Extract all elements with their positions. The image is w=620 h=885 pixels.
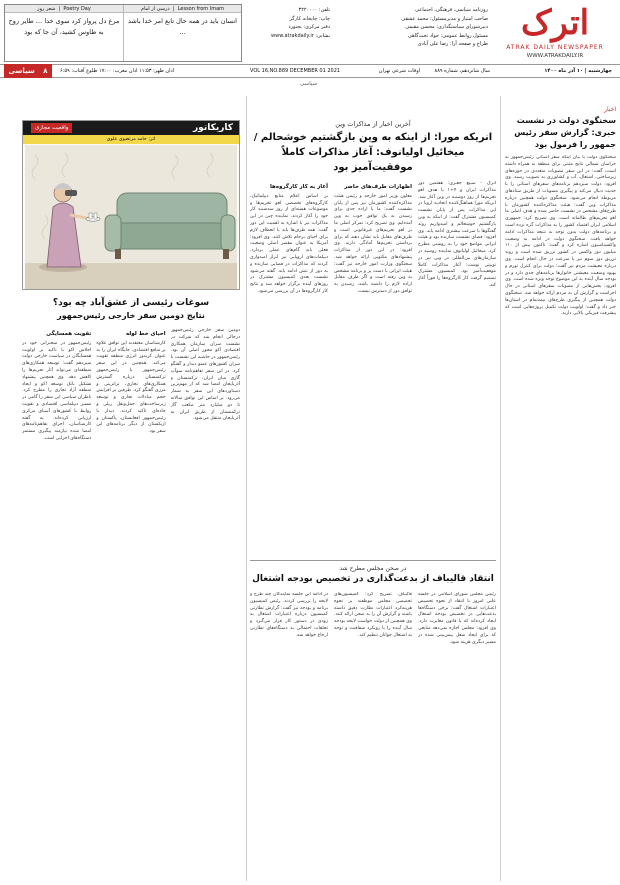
section-strip [0,80,620,92]
issue-number: سال شانزدهم، شماره ۸۸۹ [434,68,490,74]
article-paragraph: بر اساس اعلام منابع دیپلماتیک، کارگروه‌های تخصصی لغو تحریم‌ها و موضوعات هسته‌ای از روز سه‌شنبه کار خود را آغاز کردند. نماینده چین در این مذاکرات نیز با اشاره به اهمیت این دور گفت: همه طرف‌ها باید با انعطاف لازم برای احیای برجام تلاش کنند. وی افزود: آمریکا به عنوان مقصر اصلی وضعیت فعلی باید گام‌های عملی بردارد. دیپلمات‌های اروپایی نیز ابراز امیدواری کردند که مذاکرات در فضایی سازنده و به دور از تنش ادامه یابد. گفته می‌شود نشست بعدی کمیسیون مشترک در روزهای آینده برگزار خواهد شد و نتایج کار کارگروه‌ها در آن بررسی می‌شود. [250,193,328,294]
article-paragraph: اترک - سیبع جعبری: هفتمین دور مذاکرات ایران و ۴+۱ با هدف لغو تحریم‌ها از روز دوشنبه در وین آغاز شد. انریکه مورا هماهنگ‌کننده اتحادیه اروپا در این مذاکرات پس از پایان نشست کمیسیون مشترک گفت: از اینکه به وین بازگشتیم خوشحالم و امیدواریم روند گفتگوها با سرعت بیشتری ادامه یابد. وی افزود: فضای نشست سازنده بود و هیئت ایرانی مواضع خود را به روشنی مطرح کرد. میخائیل اولیانوف نماینده روسیه در سازمان‌های بین‌المللی در وین نیز در توییتی نوشت: آغاز مذاکرات کاملاً موفقیت‌آمیز بود. کمیسیون مشترک تصمیم گرفت کار کارگروه‌ها را فوراً آغاز کند. [418,181,496,288]
dateline-english: VOL 16,NO.889 DECEMBER 01 2021 [250,68,341,74]
poetry-of-day [5,5,123,61]
dateline-bar [0,64,620,78]
article-columns [22,328,240,873]
article-subhead: آغاز به کار کارگروه‌ها [269,184,328,190]
article-paragraph: دومین سفر خارجی رئیس‌جمهور درحالی انجام شد که شرکت در نشست سران سازمان همکاری اقتصادی اکو محور اصلی آن بود. رئیس‌جمهور در حاشیه این نشست با سران کشورهای عضو دیدار و گفتگو کرد. در این سفر تفاهم‌نامه سوآپ گازی میان ایران، ترکمنستان و آذربایجان امضا شد که از مهم‌ترین دستاوردهای این سفر به شمار می‌رود. بر اساس این توافق سالانه تا دو میلیارد متر مکعب گاز ترکمنستان از طریق ایران به آذربایجان منتقل می‌شود. [170,328,240,422]
newspaper-logo[interactable] [496,4,614,66]
article-kicker: در صحن مجلس مطرح شد [339,565,407,572]
contact-line: دفتر مرکزی: بجنورد [288,24,330,30]
article-column: قالیباف تصریح کرد: کمیسیون‌های تخصصی مجلس موظفند بر نحوه هزینه‌کرد اعتبارات نظارت دقیق داشته باشند و گزارش آن را به صحن ارائه کنند. وی همچنین از دولت خواست لایحه بودجه سال آینده را با رویکرد شفافیت و توجه به اشتغال جوانان تنظیم کند. [334,592,412,638]
brief-headline[interactable]: سخنگوی دولت در نشست خبری: گزارش سفر رئیس جمهور را فرمول بود [514,116,616,149]
contact-line: چاپ: چاپخانه کارگر [289,15,330,22]
section-name: سیاسی [8,67,35,75]
article-paragraph: رئیس‌جمهور در سخنرانی خود در اجلاس اکو با تاکید بر اولویت همسایگان در سیاست خارجی دولت سیزدهم گفت: توسعه همکاری‌های منطقه‌ای می‌تواند آثار تحریم‌ها را کاهش دهد. وی همچنین پیشنهاد تشکیل بانک توسعه اکو و ایجاد منطقه آزاد تجاری را مطرح کرد. ناظران سیاسی این سفر را گامی در مسیر دیپلماسی اقتصادی و تقویت روابط با کشورهای آسیای مرکزی ارزیابی کرده‌اند. به گفته کارشناسان، اجرای تفاهم‌نامه‌های امضا شده نیازمند پیگیری مستمر دستگاه‌های اجرایی است. [22,340,92,441]
column-divider [246,96,247,881]
prayer-times-label: اوقات شرعی تهران [378,68,420,74]
contact-line[interactable]: نشانی: www.atrakdaily.ir [271,32,330,39]
cartoon-panel [22,120,240,290]
dateline-persian: چهارشنبه | ۱۰ آذر ماه ۱۴۰۰ [544,68,612,74]
article-subhead: احیای خط لوله [125,331,166,337]
article-subhead: تقویت همسایگی [46,331,92,337]
logo-url[interactable]: WWW.ATRAKDAILY.IR [526,53,584,59]
parliament-article [250,560,496,880]
daily-quotes-panel [4,4,242,62]
sofa-drawing [105,193,235,259]
brief-kicker: اخبار [604,106,616,113]
logo-tagline: ATRAK DAILY NEWSPAPER [506,44,604,51]
lesson-header-fa: درسی از امام [140,6,170,12]
contact-info [245,6,330,58]
lesson-header-en: Lesson from Imam [177,6,225,12]
article-column [22,328,91,873]
staff-line: روزنامه سیاسی، فرهنگی، اجتماعی [415,7,488,13]
article-paragraph: کارشناسان معتقدند این توافق علاوه بر منافع اقتصادی، جایگاه ایران را به عنوان کریدور انرژی منطقه تقویت می‌کند. همچنین در این سفر رئیس‌جمهور با رئیس‌جمهور ترکمنستان درباره گسترش همکاری‌های تجاری، ترانزیتی و مرزی گفتگو کرد. طرفین بر افزایش حجم مبادلات تجاری و توسعه زیرساخت‌های حمل‌ونقل ریلی و جاده‌ای تاکید کردند. دیدار با رئیس‌جمهور افغانستان، پاکستان و ازبکستان از دیگر برنامه‌های این سفر بود. [96,340,166,435]
article-column [334,181,412,571]
prayer-times: اذان ظهر: ۱۱:۵۳ اذان مغرب: ۱۷:۰۰ طلوع آفتاب: ۶:۵۹ [60,68,175,74]
article-subhead: اظهارات طرف‌های حاضر [344,184,412,190]
article-columns [250,592,496,872]
article-kicker: آخرین اخبار از مذاکرات وین [335,120,411,128]
lesson-text: انسان باید در همه حال تابع امر خدا باشد … [128,17,237,36]
staff-line: صاحب امتیاز و مدیرمسئول: محمد عشقی [401,15,488,22]
vienna-talks-article [250,120,496,550]
article-headline[interactable]: سوغات رئیسی از عشق‌آباد چه بود؟ [52,298,210,308]
article-column [171,328,240,873]
poetry-text: مرغ دل پرواز کرد سوی خدا … طایر روح به طاوس کشید، آن جا که بود [8,17,120,36]
article-paragraph: معاون وزیر امور خارجه و رئیس هیئت مذاکره‌کننده کشورمان نیز پس از پایان نشست گفت: ما با اراده جدی برای رسیدن به یک توافق خوب به وین آمده‌ایم. وی تصریح کرد: تمرکز اصلی ما بر لغو تحریم‌های غیرقانونی است و طرف‌های مقابل باید نشان دهند که برای برداشتن تحریم‌ها آمادگی دارند. وی افزود: در این دور از مذاکرات پیشنهادهای مکتوبی ارائه خواهد شد. سخنگوی وزارت امور خارجه نیز گفت: هیئت ایرانی با دست پر و برنامه مشخص به وین رفته است و اگر طرف مقابل اراده لازم را داشته باشد، رسیدن به توافق دور از دسترس نیست. [334,193,412,294]
poetry-header: Poetry Day | شعر روز [5,5,123,13]
section-strip-label: سیاسی [300,81,318,87]
news-brief-column [500,96,616,881]
poetry-header-en: Poetry Day [63,6,91,12]
staff-line: طراح و صفحه آرا: رضا علی آبادی [417,41,488,47]
raisi-trip-article [22,296,240,881]
poetry-header-fa: شعر روز [37,6,56,12]
cartoon-header [23,121,239,135]
cartoon-title: کاریکاتور [193,123,233,133]
article-columns [250,181,496,571]
staff-line: مسئول روابط عمومی: جواد تخت‌گاهی [407,32,488,39]
article-headline[interactable]: انریکه مورا: از اینکه به وین بازگشتیم خوشحالم / میخائیل اولیانوف: آغاز مذاکرات کاملاً موفقیت‌آمیز بود [253,132,493,173]
article-subheadline: نتایج دومین سفر خارجی رئیس‌جمهور [57,311,205,320]
page-number: ۸ [43,67,48,75]
staff-line: دبیرشورای سیاستگذاری: محسن مقیمی [405,24,488,30]
cartoon-subtitle: واقعیت مجازی [31,123,72,133]
contact-line: تلفن: ۳۲۲۰۰۰۰ [298,7,330,13]
lesson-header: Lesson from Imam | درسی از امام [124,5,241,13]
logo-wordmark: اترک [520,3,590,43]
cartoon-illustration[interactable] [25,145,237,289]
article-column: در ادامه این جلسه نمایندگان چند طرح و لایحه را بررسی کردند. رئیس کمیسیون برنامه و بودجه نیز گفت: گزارش نظارتی کمیسیون درباره اعتبارات اشتغال به زودی در دستور کار قرار می‌گیرد و تخلفات احتمالی به دستگاه‌های نظارتی ارجاع خواهد شد. [250,592,328,638]
brief-body: سخنگوی دولت با بیان اینکه سفر استانی رئیس‌جمهور به خراسان شمالی نتایج مثبتی برای منطقه به همراه داشته است، گفت: در این سفر مصوبات متعددی در حوزه‌های زیرساختی، اشتغال، آب و کشاورزی به تصویب رسید. وی افزود: دولت سیزدهم برنامه‌های سفرهای استانی را با جدیت دنبال می‌کند و پیگیری مصوبات از طریق ستادهای مربوطه انجام می‌شود. سخنگوی دولت همچنین درباره مذاکرات وین گفت: هیئت مذاکره‌کننده کشورمان با طرح‌های مشخص در نشست حاضر شده و هدف اصلی ما لغو تحریم‌های ظالمانه است. وی تصریح کرد: جمهوری اسلامی ایران اقتصاد کشور را به مذاکرات گره نزده است و برنامه‌های دولت بدون توجه به نتیجه مذاکرات ادامه خواهد یافت. سخنگوی دولت در ادامه به وضعیت واکسیناسیون اشاره کرد و گفت: تاکنون بیش از ۱۱۰ میلیون دوز واکسن در کشور تزریق شده است و روند تزریق دوز سوم نیز با سرعت در حال انجام است. وی درباره معیشت مردم نیز گفت: دولت برای کنترل تورم و بهبود وضعیت معیشتی خانوارها برنامه‌های جدی دارد و در بودجه سال آینده به این موضوع توجه ویژه شده است. وی افزود: بخش‌هایی از مصوبات سفرهای استانی در حال اجراست و گزارش آن به مردم ارائه خواهد شد. سخنگوی دولت همچنین از پیگیری طرح‌های نیمه‌تمام در استان‌ها خبر داد و گفت: اولویت دولت تکمیل پروژه‌هایی است که پیشرفت فیزیکی بالایی دارند. [505,155,616,317]
staff-credits [338,6,488,58]
article-column: رئیس مجلس شورای اسلامی در جلسه علنی امروز با انتقاد از نحوه تخصیص اعتبارات اشتغال گفت: برخی دستگاه‌ها بدعت‌هایی در تخصیص بودجه اشتغال ایجاد کرده‌اند که با قانون مغایرت دارد. وی افزود: مجلس اجازه نمی‌دهد منابعی که برای ایجاد شغل پیش‌بینی شده در مسیر دیگری هزینه شود. [418,592,496,645]
cartoon-author: اثر: حامد مرتضوی علوی [23,135,239,144]
lesson-from-imam [123,5,241,61]
article-column [250,181,328,571]
article-column [96,328,165,873]
article-headline[interactable]: انتقاد قالیباف از بدعت‌گذاری در تخصیص بودجه اشتغال [252,574,494,584]
article-column [418,181,496,571]
section-badge [4,64,52,78]
